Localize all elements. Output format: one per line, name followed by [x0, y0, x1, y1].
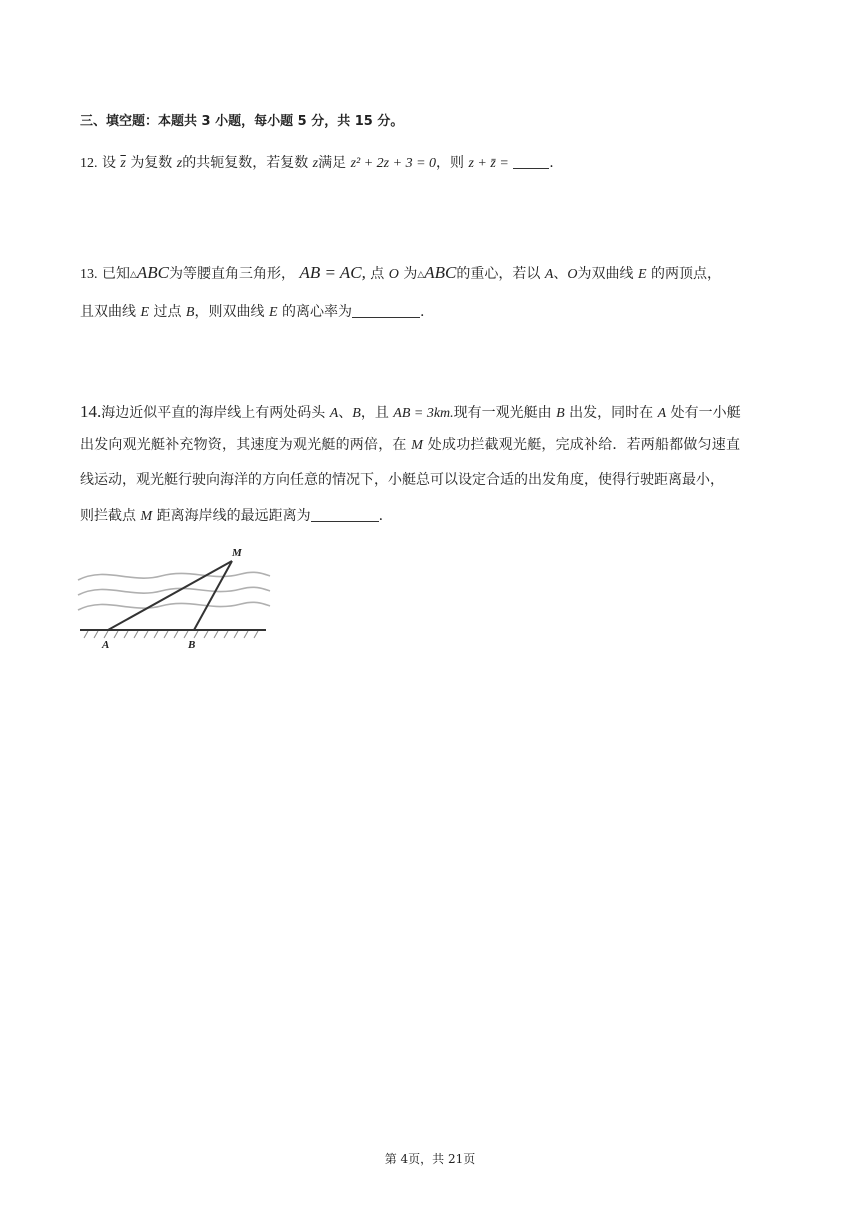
q13-b: B	[185, 305, 195, 320]
question-14-line-4	[80, 506, 383, 527]
q12-z: z	[176, 156, 183, 171]
q14-text-g: 处成功拦截观光艇，完成补给．若两船都做匀速直	[427, 437, 741, 453]
question-14-line-3: 线运动，观光艇行驶向海洋的方向任意的情况下，小艇总可以设定合适的出发角度，使得行驶距离最小，	[80, 472, 724, 488]
q14-text-i: 距离海岸线的最远距离为	[156, 508, 311, 524]
q13-text-h: 且双曲线	[80, 304, 136, 320]
label-m: M	[232, 547, 242, 559]
q12-zbar: $\overline{z}$	[120, 156, 126, 171]
q13-text-j: ，则双曲线	[194, 304, 265, 320]
question-14-line-2	[80, 435, 740, 456]
q13-a: A	[544, 267, 554, 282]
q13-equation: AB = AC,	[299, 263, 366, 282]
answer-blank	[352, 303, 420, 318]
question-number: 13.	[80, 267, 98, 282]
q12-expression: z + z̄ =	[468, 156, 509, 171]
coastline-figure	[76, 544, 276, 656]
q14-text-c: 现有一观光艇由	[453, 405, 552, 421]
q12-equation: z² + 2z + 3 = 0	[350, 156, 437, 171]
q13-text-b: 为等腰直角三角形，	[168, 266, 295, 282]
answer-blank	[311, 507, 379, 522]
q12-end: .	[549, 155, 554, 171]
q12-text-c: 的共轭复数，若复数	[182, 155, 309, 171]
q14-b: B	[352, 406, 361, 421]
q13-text-f: 为双曲线	[577, 266, 634, 282]
q14-text-e: 处有一小艇	[670, 405, 741, 421]
question-13-line-2	[80, 302, 424, 323]
q14-m: M	[411, 438, 424, 453]
answer-blank	[513, 154, 549, 169]
q14-equation: AB = 3km.	[393, 406, 454, 421]
q13-e: E	[637, 267, 647, 282]
label-b: B	[188, 639, 196, 651]
question-14-line-1	[80, 402, 741, 424]
q13-abc-2: ABC	[424, 263, 457, 282]
q14-end: .	[378, 508, 384, 524]
q12-text-e: ，则	[436, 155, 465, 171]
coastline-hatching	[84, 631, 258, 638]
q13-o-2: O	[567, 267, 578, 282]
q13-text-g: 的两顶点，	[650, 266, 721, 282]
q12-text-d: 满足	[318, 155, 347, 171]
q14-text-d: 出发，同时在	[569, 405, 654, 421]
triangle-symbol: △	[417, 270, 425, 280]
question-13-line-1	[80, 263, 721, 285]
q13-sep: 、	[553, 266, 568, 282]
q14-text-h: 则拦截点	[80, 508, 136, 524]
q13-end: .	[419, 304, 425, 320]
q13-e-3: E	[268, 305, 278, 320]
q14-a-2: A	[657, 406, 667, 421]
q14-text-f: 出发向观光艇补充物资，其速度为观光艇的两倍，在	[80, 437, 407, 453]
q13-abc: ABC	[136, 263, 169, 282]
label-a: A	[102, 639, 110, 651]
q13-text-k: 的离心率为	[281, 304, 352, 320]
q13-text-d: 为	[403, 266, 418, 282]
q14-sep: 、	[338, 405, 353, 421]
q13-text-e: 的重心，若以	[456, 266, 541, 282]
triangle-symbol: △	[129, 270, 137, 280]
q13-e-2: E	[140, 305, 150, 320]
q13-o: O	[388, 267, 399, 282]
page-footer: 第 4页，共 21页	[384, 1152, 476, 1166]
question-number: 14.	[80, 402, 102, 421]
question-number: 12.	[80, 156, 98, 171]
q14-b-2: B	[556, 406, 565, 421]
q12-z2: z	[312, 156, 319, 171]
q14-a: A	[329, 406, 339, 421]
question-12	[80, 153, 554, 174]
q13-text-a: 已知	[101, 266, 130, 282]
q13-text-c: 点	[370, 266, 385, 282]
q14-text-b: ，且	[360, 405, 389, 421]
q14-m-2: M	[140, 509, 153, 524]
section-title: 三、填空题：本题共 3 小题，每小题 5 分，共 15 分。	[80, 114, 404, 129]
q12-text-b: 为复数	[130, 155, 173, 171]
q12-text-a: 设	[101, 155, 116, 171]
q13-text-i: 过点	[153, 304, 182, 320]
q14-text-a: 海边近似平直的海岸线上有两处码头	[101, 405, 326, 421]
wave-lines	[78, 572, 270, 610]
